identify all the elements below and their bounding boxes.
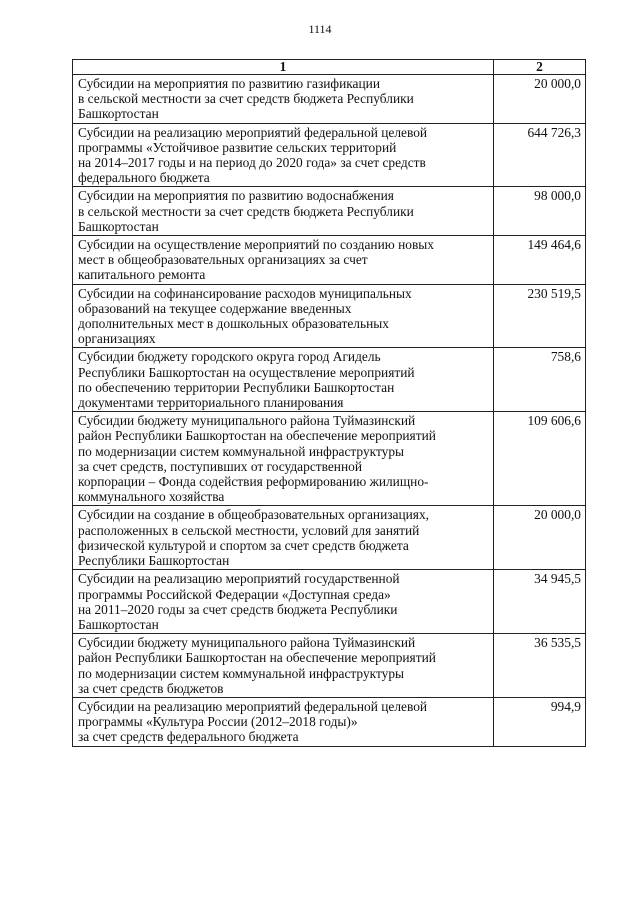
row-description: Субсидии на осуществление мероприятий по созданию новых мест в общеобразовательных организациях за счет капитального ремонта <box>73 236 494 285</box>
table-row <box>73 75 586 124</box>
row-amount: 230 519,5 <box>494 284 586 348</box>
table-row <box>73 284 586 348</box>
row-amount: 994,9 <box>494 697 586 746</box>
subsidy-table <box>72 59 586 747</box>
row-amount: 109 606,6 <box>494 412 586 506</box>
table-row <box>73 236 586 285</box>
table-row <box>73 506 586 570</box>
column-header-2: 2 <box>494 60 586 75</box>
table-row <box>73 348 586 412</box>
row-description: Субсидии бюджету городского округа город Агидель Республики Башкортостан на осуществление мероприятий по обеспечению территории Республики Башкортостан документами территориального планирования <box>73 348 494 412</box>
row-description: Субсидии на создание в общеобразовательных организациях, расположенных в сельской местности, условий для занятий физической культурой и спортом за счет средств бюджета Республики Башкортостан <box>73 506 494 570</box>
table-row <box>73 187 586 236</box>
row-description: Субсидии бюджету муниципального района Туймазинский район Республики Башкортостан на обеспечение мероприятий по модернизации систем коммунальной инфраструктуры за счет средств, поступивших от государственной корпорации – Фонда содействия реформированию жилищно- коммунального хозяйства <box>73 412 494 506</box>
row-description: Субсидии на реализацию мероприятий федеральной целевой программы «Культура России (2012–2018 годы)» за счет средств федерального бюджета <box>73 697 494 746</box>
table-row <box>73 634 586 698</box>
row-amount: 758,6 <box>494 348 586 412</box>
table-row <box>73 123 586 187</box>
row-amount: 149 464,6 <box>494 236 586 285</box>
row-description: Субсидии на софинансирование расходов муниципальных образований на текущее содержание введенных дополнительных мест в дошкольных образовательных организациях <box>73 284 494 348</box>
row-amount: 36 535,5 <box>494 634 586 698</box>
row-amount: 34 945,5 <box>494 570 586 634</box>
row-amount: 98 000,0 <box>494 187 586 236</box>
row-amount: 20 000,0 <box>494 75 586 124</box>
row-amount: 20 000,0 <box>494 506 586 570</box>
column-header-1: 1 <box>73 60 494 75</box>
row-description: Субсидии бюджету муниципального района Туймазинский район Республики Башкортостан на обеспечение мероприятий по модернизации систем коммунальной инфраструктуры за счет средств бюджетов <box>73 634 494 698</box>
table-row <box>73 412 586 506</box>
table-header-row <box>73 60 586 75</box>
row-description: Субсидии на мероприятия по развитию газификации в сельской местности за счет средств бюджета Республики Башкортостан <box>73 75 494 124</box>
page-number: 1114 <box>308 22 332 36</box>
row-description: Субсидии на реализацию мероприятий федеральной целевой программы «Устойчивое развитие сельских территорий на 2014–2017 годы и на период до 2020 года» за счет средств федерального бюджета <box>73 123 494 187</box>
row-description: Субсидии на реализацию мероприятий государственной программы Российской Федерации «Доступная среда» на 2011–2020 годы за счет средств бюджета Республики Башкортостан <box>73 570 494 634</box>
table-row <box>73 697 586 746</box>
table-row <box>73 570 586 634</box>
row-description: Субсидии на мероприятия по развитию водоснабжения в сельской местности за счет средств бюджета Республики Башкортостан <box>73 187 494 236</box>
row-amount: 644 726,3 <box>494 123 586 187</box>
